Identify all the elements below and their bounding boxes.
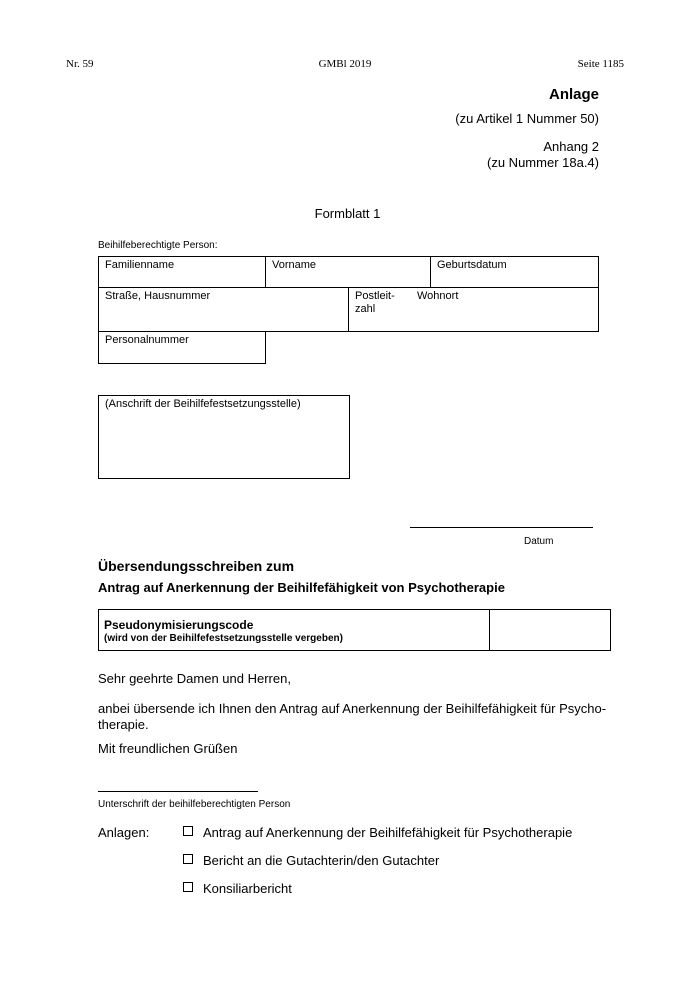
checkbox-bericht[interactable] — [183, 854, 193, 864]
checkbox-konsiliarbericht[interactable] — [183, 882, 193, 892]
anlage-subtitle: (zu Artikel 1 Nummer 50) — [455, 111, 599, 126]
anlage-item — [183, 825, 572, 840]
anlagen-label: Anlagen: — [98, 825, 150, 840]
sub-heading: Antrag auf Anerkennung der Beihilfefähigkeit von Psychotherapie — [98, 580, 505, 595]
pseudonym-label-cell — [98, 609, 490, 651]
header-publication: GMBl 2019 — [318, 58, 372, 70]
signature-line[interactable] — [98, 791, 258, 792]
datum-label: Datum — [524, 536, 554, 547]
anhang-line-1: Anhang 2 — [543, 139, 599, 154]
letter-paragraph-line1: anbei übersende ich Ihnen den Antrag auf Anerkennung der Beihilfefähigkeit für Psycho- — [98, 701, 607, 716]
postleitzahl-wohnort-field[interactable] — [348, 287, 599, 332]
anhang-line-2: (zu Nummer 18a.4) — [487, 155, 599, 170]
anlage-item — [183, 853, 439, 868]
familienname-field[interactable] — [98, 256, 266, 288]
header-page-number: Seite 1185 — [577, 58, 624, 70]
person-section-label: Beihilfeberechtigte Person: — [98, 240, 218, 251]
pseudonym-value-field[interactable] — [489, 609, 611, 651]
checkbox-antrag[interactable] — [183, 826, 193, 836]
familienname-label: Familienname — [105, 259, 175, 271]
header-issue-number: Nr. 59 — [66, 58, 94, 70]
personalnummer-field[interactable] — [98, 331, 266, 364]
vorname-field[interactable] — [265, 256, 431, 288]
letter-greeting: Sehr geehrte Damen und Herren, — [98, 671, 291, 686]
personalnummer-label: Personalnummer — [105, 334, 189, 346]
anlage-item — [183, 881, 292, 896]
letter-paragraph-line2: therapie. — [98, 717, 149, 732]
strasse-label: Straße, Hausnummer — [105, 290, 211, 302]
anlage-item-label: Konsiliarbericht — [203, 881, 292, 896]
letter-closing: Mit freundlichen Grüßen — [98, 741, 238, 756]
postleitzahl-label-line1: Postleit- — [355, 290, 395, 302]
anlage-item-label: Bericht an die Gutachterin/den Gutachter — [203, 853, 440, 868]
anschrift-box[interactable] — [98, 395, 350, 479]
vorname-label: Vorname — [272, 259, 317, 271]
geburtsdatum-label: Geburtsdatum — [437, 259, 507, 271]
pseudonym-note: (wird von der Beihilfefestsetzungsstelle vergeben) — [104, 633, 343, 644]
anschrift-label: (Anschrift der Beihilfefestsetzungsstelle) — [105, 398, 301, 410]
formblatt-title: Formblatt 1 — [314, 206, 381, 221]
letter-paragraph — [98, 701, 607, 733]
anlage-title: Anlage — [548, 86, 599, 103]
anlage-item-label: Antrag auf Anerkennung der Beihilfefähigkeit für Psychotherapie — [203, 825, 573, 840]
postleitzahl-label-line2: zahl — [355, 303, 376, 315]
main-heading: Übersendungsschreiben zum — [98, 558, 295, 574]
geburtsdatum-field[interactable] — [430, 256, 599, 288]
strasse-field[interactable] — [98, 287, 349, 332]
postleitzahl-label — [355, 290, 395, 316]
datum-line[interactable] — [410, 527, 593, 528]
wohnort-label: Wohnort — [417, 290, 459, 302]
pseudonym-title: Pseudonymisierungscode — [104, 618, 254, 632]
signature-label: Unterschrift der beihilfeberechtigten Person — [98, 799, 291, 810]
